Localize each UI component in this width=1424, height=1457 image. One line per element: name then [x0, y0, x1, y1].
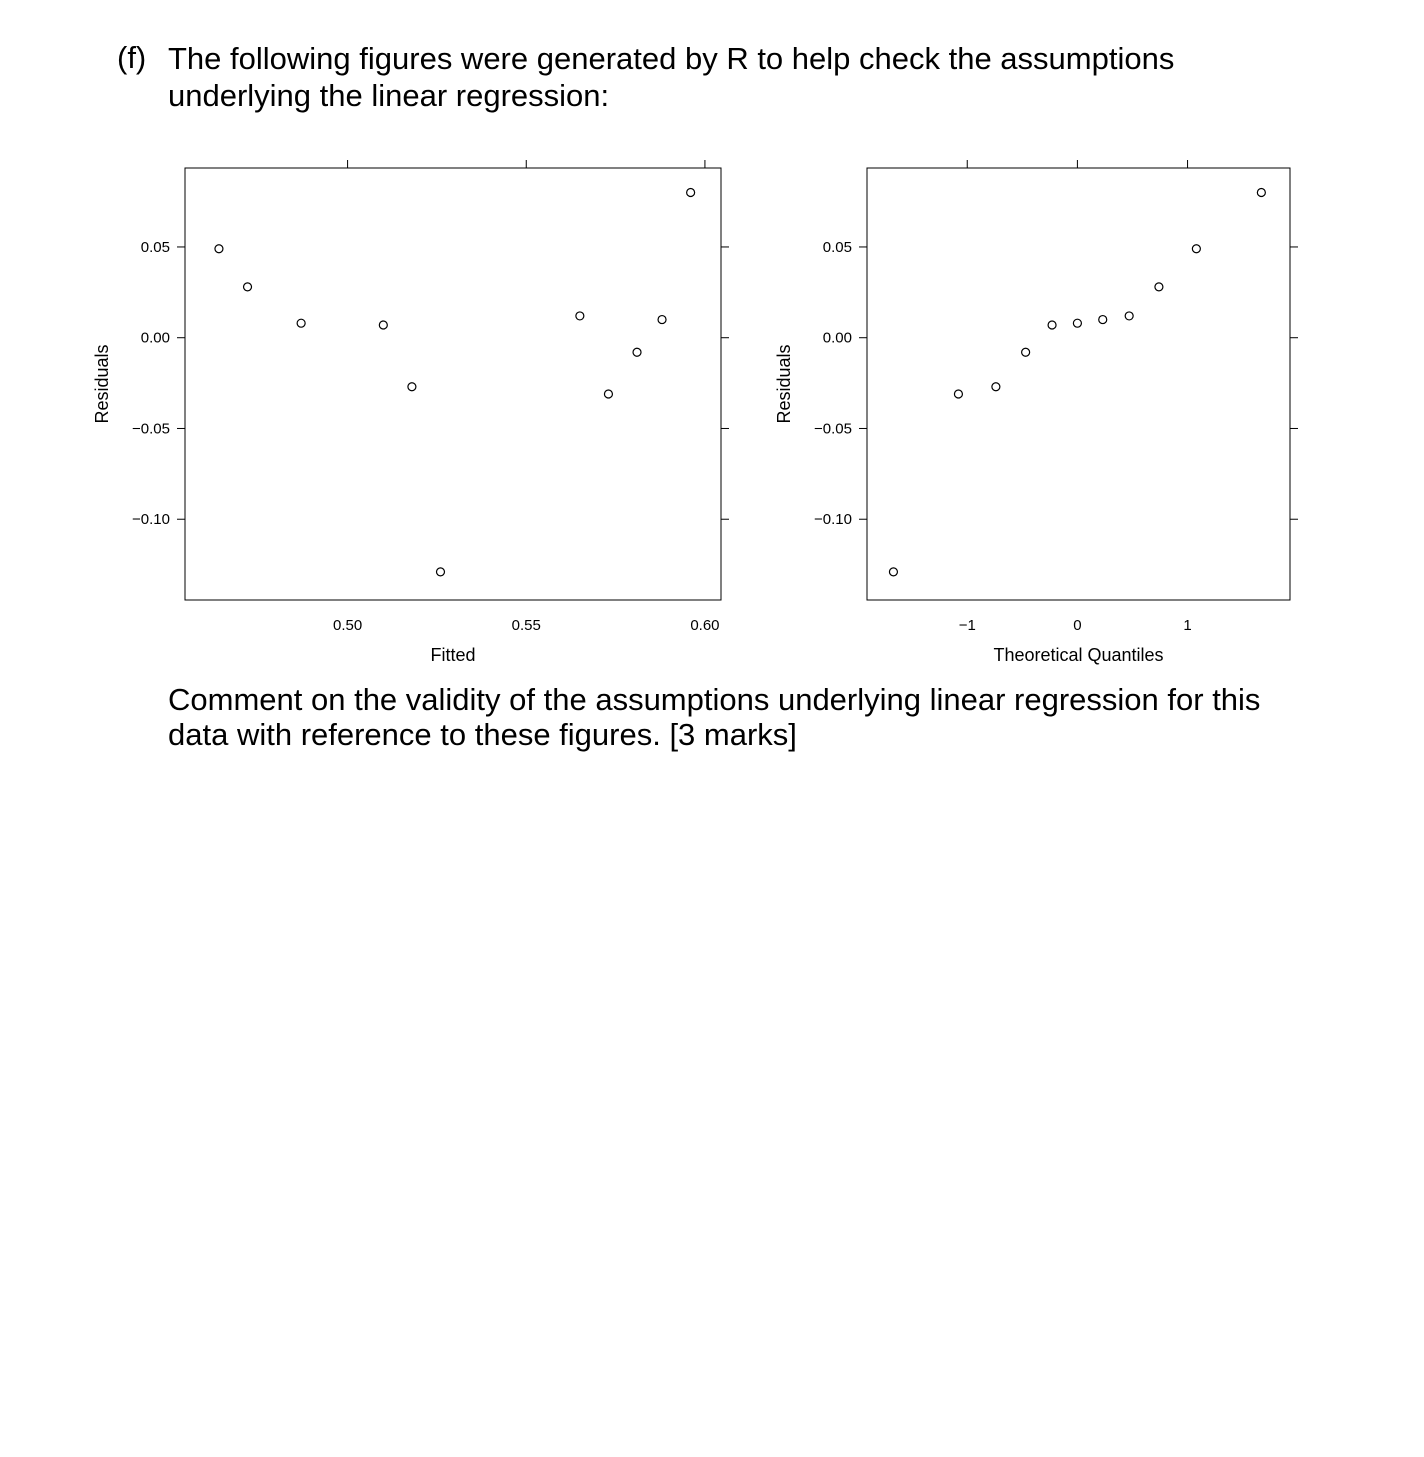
qq-plot-frame [867, 168, 1290, 600]
fitted-data-point [408, 383, 416, 391]
fitted-x-tick-label: 0.50 [332, 617, 363, 634]
qq-y-tick-label: 0.00 [822, 329, 852, 347]
fitted-data-point [604, 390, 612, 398]
qq-data-point [1099, 316, 1107, 324]
qq-data-point [889, 568, 897, 576]
qq-x-tick-label: −1 [958, 617, 976, 634]
qq-y-tick-label: −0.05 [814, 420, 852, 438]
fitted-y-tick-label: 0.05 [140, 238, 170, 256]
fitted-data-point [633, 348, 641, 356]
fitted-data-point [215, 245, 223, 253]
fitted-data-point [687, 189, 695, 197]
fitted-data-point [436, 568, 444, 576]
qq-data-point [1048, 321, 1056, 329]
qq-data-point [1022, 348, 1030, 356]
fitted-y-tick-label: 0.00 [140, 329, 170, 347]
question-line-1: The following figures were generated by R to help check the assumptions [168, 41, 1175, 76]
qq-data-point [1257, 189, 1265, 197]
qq-data-point [1125, 312, 1133, 320]
fitted-data-point [658, 316, 666, 324]
residuals-vs-fitted-plot [92, 160, 729, 665]
fitted-x-axis-label: Fitted [430, 645, 476, 665]
fitted-data-point [576, 312, 584, 320]
qq-x-tick-label: 0 [1073, 617, 1082, 634]
fitted-x-tick-label: 0.60 [690, 617, 720, 634]
fitted-x-tick-label: 0.55 [511, 617, 541, 634]
fitted-data-point [379, 321, 387, 329]
fitted-data-point [297, 319, 305, 327]
comment-line-1: Comment on the validity of the assumptions underlying linear regression for this [168, 682, 1261, 717]
comment-line-2: data with reference to these figures. [3 marks] [168, 717, 797, 752]
fitted-y-tick-label: −0.10 [132, 511, 170, 529]
fitted-plot-frame [185, 168, 721, 600]
qq-data-point [1155, 283, 1163, 291]
question-line-2: underlying the linear regression: [168, 78, 610, 113]
qq-y-tick-label: −0.10 [814, 511, 852, 529]
qq-x-axis-label: Theoretical Quantiles [993, 645, 1164, 665]
qq-data-point [1073, 319, 1081, 327]
comment-prompt [168, 682, 1368, 752]
question-label: (f) [117, 40, 147, 75]
fitted-data-point [244, 283, 252, 291]
fitted-y-axis-label: Residuals [92, 344, 112, 424]
qq-x-tick-label: 1 [1183, 617, 1192, 634]
qq-y-axis-label: Residuals [774, 344, 794, 424]
qq-data-point [954, 390, 962, 398]
fitted-y-tick-label: −0.05 [132, 420, 170, 438]
qq-data-point [992, 383, 1000, 391]
qq-plot [774, 160, 1298, 665]
qq-data-point [1192, 245, 1200, 253]
qq-y-tick-label: 0.05 [822, 238, 852, 256]
